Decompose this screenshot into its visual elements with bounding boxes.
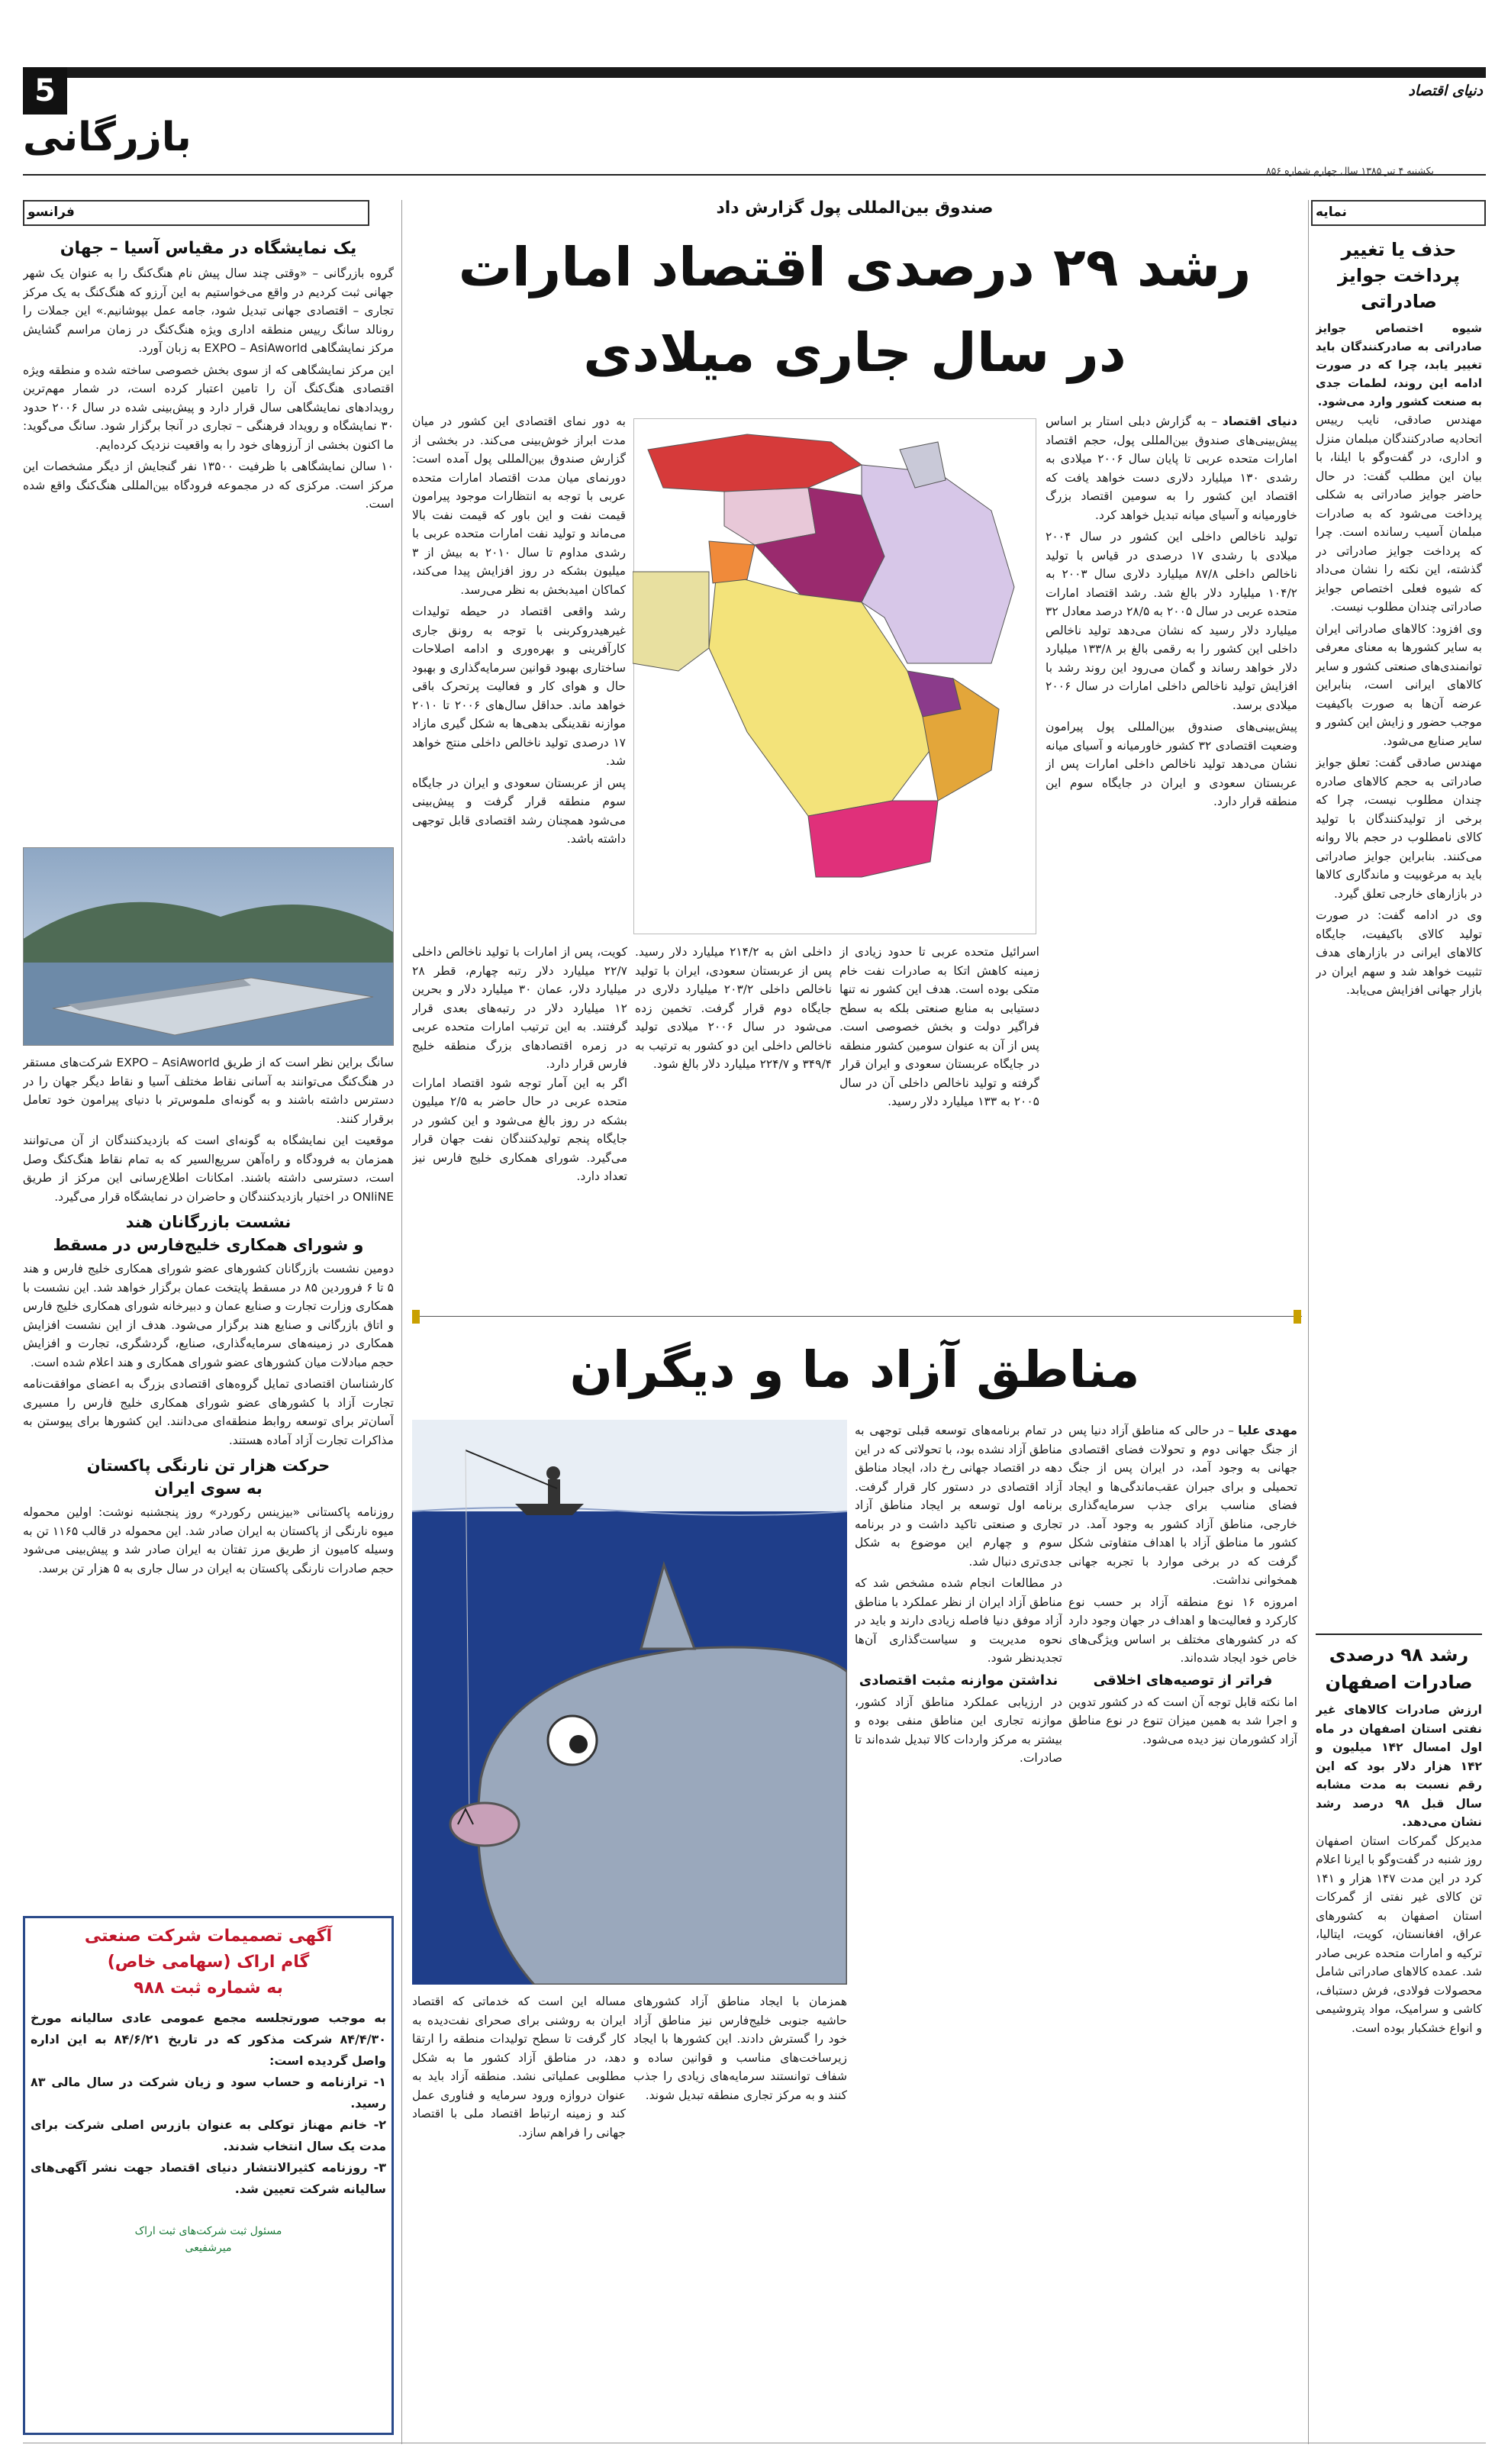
second-col1-p2: امروزه ۱۶ نوع منطقه آزاد بر حسب نوع کارکرد و فعالیت‌ها و اهداف در جهان وجود دارد که در کشورهای مختلف بر اساس ویژگی‌های خاص خود ایجاد شده‌اند. [1068, 1595, 1297, 1665]
main-title-2: در سال جاری میلادی [583, 321, 1126, 384]
second-col3-text: همزمان با ایجاد مناطق آزاد کشورهای حاشیه جنوبی خلیج‌فارس نیز مناطق آزاد خود را گسترش دادند. این کشورها با ایجاد زیرساخت‌های مناسب و قوانین ساده و شفاف توانستند سرمایه‌های زیادی را جذب کنند و به مرکز تجاری منطقه تبدیل شوند. [633, 1995, 847, 2102]
logo: دنیای اقتصاد [1408, 82, 1483, 99]
left-label: فرانسو [27, 205, 75, 220]
left-subtitle-4: به سوی ایران [154, 1479, 263, 1498]
fish-pupil [569, 1735, 588, 1753]
fisherman-head [546, 1466, 560, 1480]
left-column-top [23, 237, 394, 840]
second-col1-sub: فراتر از توصیه‌های اخلاقی [1093, 1672, 1273, 1688]
right-lead: شیوه اختصاص جوایز صادراتی به صادرکنندگان باید تغییر یابد، چرا که در صورت ادامه این روند، لطمات جدی به صنعت کشور وارد می‌شود. [1316, 321, 1482, 408]
second-col1-p1 [1068, 1421, 1297, 1590]
section-title: بازرگانی [23, 114, 192, 160]
main-lower-col2-text: داخلی اش به ۲۱۴/۲ میلیارد دلار رسید. پس از عربستان سعودی، ایران با تولید ناخالص داخلی ۲۰۳/۲ میلیارد دلاری در جایگاه دوم قرار گرفت. تخمین زده می‌شود در سال ۲۰۰۶ میلادی تولید ناخالص داخلی این دو کشور به ترتیب به ۳۴۹/۴ و ۲۲۴/۷ میلیارد دلار بالغ شود. [635, 945, 832, 1071]
second-col2-sub: نداشتن موازنه مثبت اقتصادی [859, 1672, 1058, 1688]
right-box-title-1: رشد ۹۸ درصدی [1329, 1644, 1469, 1666]
right-box [1316, 1641, 1482, 2435]
second-col-3 [633, 1992, 847, 2427]
right-box-lead: ارزش صادرات کالاهای غیر نفتی استان اصفهان در ماه اول امسال ۱۴۲ میلیون و ۱۴۲ هزار دلار بود که این رقم نسبت به مدت مشابه سال قبل ۹۸ درصد رشد نشان می‌دهد. [1316, 1703, 1482, 1829]
second-col2-p2: در مطالعات انجام شده مشخص شد که مناطق آزاد ایران از نظر عملکرد با مناطق آزاد موفق دنیا فاصله زیادی دارند و باید در نحوه مدیریت و سیاست‌گذاری آن‌ها تجدیدنظر شود. [855, 1576, 1062, 1665]
right-body-4: وی در ادامه گفت: در صورت تولید کالای باکیفیت، جایگاه کالاهای ایرانی در بازارهای هدف تثبیت خواهد شد و سهم ایران در بازار جهانی افزایش می‌یابد. [1316, 908, 1482, 997]
fish-svg [412, 1420, 847, 1985]
notice-content [31, 1924, 386, 2427]
second-col-4 [412, 1992, 626, 2427]
main-col1-p3: پیش‌بینی‌های صندوق بین‌المللی پول پیرامون وضعیت اقتصادی ۳۲ کشور خاورمیانه و آسیای میانه نشان می‌دهد تولید ناخالص داخلی امارات پس از عربستان سعودی و ایران در جایگاه سوم این منطقه قرار دارد. [1046, 720, 1297, 808]
left-subtitle-1: نشست بازرگانان هند [125, 1213, 292, 1231]
divider-marker-left [412, 1310, 420, 1324]
map-turkey [648, 434, 862, 492]
left-body-8: روزنامه پاکستانی «بیزینس رکوردر» روز پنجشنبه نوشت: اولین محموله میوه نارنگی از پاکستان به ایران صادر شد. این محموله در قالب ۱۱۶۵ تن به وسیله کامیون از طریق مرز تفتان به ایران صادر شد و پیش‌بینی می‌شود حجم صادرات نارنگی پاکستان به ایران در سال جاری به ۵ هزار تن برسد. [23, 1505, 394, 1575]
main-col2-p2: رشد واقعی اقتصاد در حیطه تولیدات غیرهیدروکربنی با توجه به رونق جاری کارآفرینی و بهره‌وری و ادامه اصلاحات ساختاری بهبود قوانین سرمایه‌گذاری و بهبود حال و هوای کار و فعالیت پرتحرک باقی خواهد ماند. حداقل سال‌های ۲۰۰۶ تا ۲۰۱۰ موازنه نقدینگی بدهی‌ها به شکل گیری مازاد ۱۷ درصدی تولید ناخالص داخلی منتج خواهد شد. [412, 605, 626, 768]
right-body-2: وی افزود: کالاهای صادراتی ایران به سایر کشورها به معنای معرفی توانمندی‌های صنعتی کشور و سایر کالاهای ایرانی است، بنابراین عرضه آن‌ها به صورت باکیفیت موجب حضور و زایش این کشور و سایر صنایع می‌شود. [1316, 621, 1482, 748]
left-title: یک نمایشگاه در مقیاس آسیا – جهان [60, 239, 357, 258]
left-body-5: موقعیت این نمایشگاه به گونه‌ای است که بازدیدکنندگان از آن می‌توانند همزمان به فرودگاه و راه‌آهن سریع‌السیر که به تمام نقاط هنگ‌کنگ وصل است، دسترسی داشته باشند. امکانات اطلاع‌رسانی این مرکز از طریق ONliNE در اختیار بازدیدکنندگان و حاضران در نمایشگاه قرار می‌گیرد. [23, 1134, 394, 1204]
right-body-3: مهندس صادقی گفت: تعلق جوایز صادراتی به حجم کالاهای صادره چندان مطلوب نیست، چرا که برخی از تولیدکنندگان با تولید کالای نامطلوب در حجم بالا روانه می‌کنند. بنابراین جوایز صادراتی باید به مرغوبیت و ماندگاری کالاها در بازارهای خارجی تعلق گیرد. [1316, 756, 1482, 901]
middle-east-map [633, 418, 1036, 934]
left-col-divider [401, 200, 402, 2444]
fish-mouth [450, 1803, 519, 1846]
map-svg [633, 419, 1036, 935]
second-col-1 [1068, 1421, 1297, 2429]
notice-signature-1: مسئول ثبت شرکت‌های ثبت اراک [134, 2225, 282, 2237]
fish-illustration [412, 1420, 847, 1985]
notice-item-3: ۳- روزنامه کثیرالانتشار دنیای اقتصاد جهت نشر آگهی‌های سالیانه شرکت تعیین شد. [31, 2160, 386, 2196]
article-divider [412, 1316, 1302, 1317]
right-box-body: مدیرکل گمرکات استان اصفهان روز شنبه در گفت‌وگو با ایرنا اعلام کرد در این مدت ۱۴۷ هزار و ۱۴۱ تن کالای غیر نفتی از گمرکات استان اصفهان به کشورهای عراق، افغانستان، کویت، ایتالیا، ترکیه و امارات متحده عربی صادر شد. عمده کالاهای صادراتی شامل محصولات فولادی، فرش دستباف، کاشی و سرامیک، مواد پتروشیمی و انواع خشکبار بوده است. [1316, 1833, 1482, 2035]
main-title-1: رشد ۲۹ درصدی اقتصاد امارات [458, 236, 1252, 298]
second-col-2 [855, 1421, 1062, 2429]
map-jordan [709, 541, 755, 583]
right-title-1: حذف یا تغییر [1341, 239, 1457, 260]
notice-title-2: گام اراک (سهامی خاص) [107, 1953, 310, 1972]
right-label: نمایه [1316, 205, 1347, 220]
left-body-6: دومین نشست بازرگانان کشورهای عضو شورای همکاری خلیج فارس و هند ۵ تا ۶ فروردین ۸۵ در مسقط پایتخت عمان برگزار خواهد شد. این نشست با همکاری وزارت تجارت و صنایع عمان و دبیرخانه شورای همکاری خلیج فارس و اتاق بازرگانی و صنایع هند برگزار می‌شود. هدف از این نشست افزایش همکاری در زمینه‌های سرمایه‌گذاری، صنایع، گردشگری، تجارت و افزایش حجم مبادلات میان کشورهای عضو شورای همکاری و هند اعلام شده است. [23, 1262, 394, 1369]
left-body-7: کارشناسان اقتصادی تمایل گروه‌های اقتصادی بزرگ به اعضای موافقت‌نامه تجارت آزاد با کشورهای عضو شورای همکاری خلیج فارس را مسیری آسان‌تر برای توسعه روابط منطقه‌ای می‌دانند. این کشورها برای پیوستن به مذاکرات تجارت آزاد آماده هستند. [23, 1377, 394, 1447]
main-lower-col4-text: اگر به این آمار توجه شود اقتصاد امارات متحده عربی در حال حاضر به ۲/۵ میلیون بشکه در روز بالغ می‌شود و این کشور در جایگاه پنجم تولیدکنندگان نفت جهان قرار می‌گیرد. شورای همکاری خلیج فارس نیز تعداد دارد. [412, 1076, 627, 1183]
left-column-bottom [23, 1053, 394, 1863]
main-col1-p1-text: به گزارش دبلی استار بر اساس پیش‌بینی‌های صندوق بین‌المللی پول، حجم اقتصاد امارات متحده عربی تا پایان سال ۲۰۰۶ میلادی به رشدی ۱۳۰ میلیارد دلاری دست خواهد یافت که اقتصاد این کشور را به سومین اقتصاد بزرگ خاورمیانه و آسیای میانه تبدیل خواهد کرد. [1046, 414, 1297, 522]
right-col-divider [1308, 200, 1309, 2444]
main-col-2 [412, 412, 626, 939]
page-number-box: 5 [23, 67, 67, 114]
fisherman-body [548, 1479, 560, 1504]
second-title: مناطق آزاد ما و دیگران [569, 1340, 1140, 1399]
notice-item-1: ۱- ترازنامه و حساب سود و زیان شرکت در سال مالی ۸۳ رسید. [31, 2075, 386, 2111]
left-body-1: گروه بازرگانی – «وقتی چند سال پیش نام هنگ‌کنگ را به عنوان یک شهر جهانی ثبت کردیم در واقع می‌خواستیم به این آرزو که هنگ‌کنگ به یک مرکز تجاری – اقتصادی جهانی تبدیل شود، جامه عمل بپوشانیم.» این جملات را رونالد سانگ رییس منطقه اداری ویژه هنگ‌کنگ در زمان مراسم گشایش مرکز نمایشگاهی EXPO – AsiAworld به زبان آورد. [23, 266, 394, 355]
left-body-4: سانگ براین نظر است که از طریق EXPO – AsiAworld شرکت‌های مستقر در هنگ‌کنگ می‌توانند به آسانی نقاط مختلف آسیا و نقاط دیگر جهان را در دسترس داشته باشند و به گونه‌ای ملموس‌تر با دنیای پیرامون خود تعامل برقرار کنند. [23, 1056, 394, 1126]
right-box-title-2: صادرات اصفهان [1325, 1672, 1473, 1693]
second-author: مهدی علیا [1238, 1424, 1297, 1437]
main-kicker: صندوق بین‌المللی پول گزارش داد [716, 198, 994, 218]
map-iran [862, 465, 1014, 663]
notice-item-2: ۲- خانم مهناز توکلی به عنوان بازرس اصلی شرکت برای مدت یک سال انتخاب شدند. [31, 2117, 386, 2153]
main-lead-label: دنیای اقتصاد [1222, 414, 1297, 428]
boat [515, 1504, 584, 1515]
main-lower-col-1 [839, 943, 1039, 1301]
notice-signature-2: میرشفیعی [185, 2242, 232, 2254]
notice-body: به موجب صورتجلسه مجمع عمومی عادی سالیانه مورخ ۸۴/۴/۳۰ شرکت مذکور که در تاریخ ۸۴/۶/۲۱ به این اداره واصل گردیده است: [31, 2011, 386, 2068]
main-lower-col3-text: کویت، پس از امارات با تولید ناخالص داخلی ۲۲/۷ میلیارد دلار رتبه چهارم، قطر ۲۸ میلیارد دلار، عمان ۳۰ میلیارد دلار و بحرین ۱۲ میلیارد دلار در رتبه‌های بعدی قرار گرفتند. به این ترتیب امارات متحده عربی در زمره اقتصادهای بزرگ منطقه خلیج فارس قرار دارد. [412, 945, 627, 1071]
main-col-1 [1046, 412, 1297, 1301]
left-body-3: ۱۰ سالن نمایشگاهی با ظرفیت ۱۳۵۰۰ نفر گنجایش از دیگر مشخصات این مرکز است. مرکزی که در مجموعه فرودگاه بین‌المللی هنگ‌کنگ واقع شده است. [23, 460, 394, 511]
notice-title-3: به شماره ثبت ۹۸۸ [134, 1979, 283, 1998]
right-body-1: مهندس صادقی، نایب رییس اتحادیه صادرکنندگان مبلمان منزل و اداری، در گفت‌وگو با ایلنا، با بیان این مطلب گفت: در حال حاضر جوایز صادراتی به شکلی پرداخت می‌شود که به صادرات مبلمان آسیب رسانده است. چرا که پرداخت جوایز صادراتی در گذشته، این نکته را نشان می‌داد که شیوه فعلی اختصاص جوایز صادراتی چندان مطلوب نیست. [1316, 413, 1482, 614]
left-subtitle-3: حرکت هزار تن نارنگی پاکستان [86, 1456, 330, 1475]
left-subtitle-2: و شورای همکاری خلیج‌فارس در مسقط [53, 1236, 364, 1254]
second-col2-p3: در ارزیابی عملکرد مناطق آزاد کشور، موازنه تجاری این مناطق منفی بوده و بیشتر به مرکز واردات کالا تبدیل شده‌اند تا صادرات. [855, 1695, 1062, 1765]
notice-signature [31, 2223, 386, 2256]
main-col1-p1: دنیای اقتصاد – به گزارش دبلی استار بر اساس پیش‌بینی‌های صندوق بین‌المللی پول، حجم اقتصاد امارات متحده عربی تا پایان سال ۲۰۰۶ میلادی به رشدی ۱۳۰ میلیارد دلاری دست خواهد یافت که اقتصاد این کشور را به سومین اقتصاد بزرگ خاورمیانه و آسیای میانه تبدیل خواهد کرد. [1046, 414, 1297, 522]
main-col2-p3: پس از عربستان سعودی و ایران در جایگاه سوم منطقه قرار گرفت و پیش‌بینی می‌شود همچنان رشد اقتصادی قابل توجهی داشته باشد. [412, 776, 626, 846]
main-lower-col1-text: اسرائیل متحده عربی تا حدود زیادی از زمینه کاهش اتکا به صادرات نفت خام متکی بوده است. هدف این کشور نه تنها دستیابی به منابع صنعتی بلکه به سطح فراگیر دولت و بخش خصوصی است. پس از آن به عنوان سومین کشور منطقه در جایگاه عربستان سعودی و ایران قرار گرفته و تولید ناخالص داخلی آن در سال ۲۰۰۵ به ۱۳۳ میلیارد دلار رسید. [839, 945, 1039, 1108]
right-box-rule [1316, 1634, 1482, 1635]
divider-marker-right [1294, 1310, 1301, 1324]
notice-title-1: آگهی تصمیمات شرکت صنعتی [84, 1927, 333, 1946]
main-col1-p2: تولید ناخالص داخلی این کشور در سال ۲۰۰۴ میلادی با رشدی ۱۷ درصدی در قیاس با تولید ناخالص داخلی ۸۷/۸ میلیارد دلاری سال ۲۰۰۳ به ۱۰۴/۲ میلیارد دلار بالغ شد. رشد اقتصاد امارات متحده عربی در سال ۲۰۰۵ به ۲۸/۵ درصد معادل ۳۲ میلیارد دلار رسید که نشان می‌دهد تولید ناخالص داخلی این کشور را به رقمی بالغ بر ۱۳۳/۸ میلیارد دلار خواهد رساند و گمان می‌رود این روند رشد با افزایش تولید ناخالص داخلی امارات در سال ۲۰۰۶ میلادی برسد. [1046, 530, 1297, 712]
second-col4-text: مساله این است که خدماتی که اقتصاد ایران به روشنی برای صحرای نفت‌دیده به کار گرفت تا سطح تولیدات منطقه را ارتقا دهد، در مناطق آزاد کشور ما به شکل مطلوبی عملیاتی نشد. منطقه آزاد باید به عنوان دروازه ورود سرمایه و فناوری عمل کند و زمینه ارتباط اقتصاد ملی با اقتصاد جهانی را فراهم سازد. [412, 1995, 626, 2140]
issue-info: یکشنبه ۴ تیر ۱۳۸۵ سال چهارم شماره ۸۵۶ [1265, 165, 1434, 176]
main-lower-col-2 [635, 943, 832, 1301]
left-body-2: این مرکز نمایشگاهی که از سوی بخش خصوصی ساخته شده و منطقه ویژه اقتصادی هنگ‌کنگ آن را تامین اعتبار کرده است، در شمار مهم‌ترین رویدادهای نمایشگاهی سال قرار دارد و پیش‌بینی شده در سال ۲۰۰۶ حدود ۳۰ نمایشگاه و رویداد فرهنگی – تجاری در آنجا برگزار شود. سانگ می‌گوید: ما اکنون بخشی از آرزوهای خود را به واقعیت نزدیک کرده‌ایم. [23, 363, 394, 452]
top-bar [61, 67, 1486, 78]
expo-photo [23, 847, 394, 1046]
second-col2-p1: در تمام برنامه‌های توسعه قبلی توجهی به مناطق آزاد نشده بود، با تحولاتی که در این دهه در اقتصاد جهانی رخ داد، ایجاد مناطق آزاد اقتصادی در دستور کار قرار گرفت. برنامه اول توسعه بر ایجاد مناطق آزاد تجاری و صنعتی تاکید داشت و در برنامه سوم و چهارم این موضوع به شکل جدی‌تری دنبال شد. [855, 1424, 1062, 1569]
map-egypt [633, 572, 709, 671]
map-yemen [808, 801, 938, 877]
main-col2-p1: به دور نمای اقتصادی این کشور در میان مدت ابراز خوش‌بینی می‌کند. در بخشی از گزارش صندوق بین‌المللی پول آمده است: دورنمای میان مدت اقتصاد امارات متحده عربی با توجه به انتظارات موجود پیرامون قیمت نفت و این باور که قیمت نفت بالا می‌ماند و تولید نفت امارات متحده عربی با رشدی مداوم تا سال ۲۰۱۰ به بیش از ۳ میلیون بشکه در روز افزایش پیدا می‌کند، کماکان امیدبخش به نظر می‌رسد. [412, 414, 626, 597]
right-title-2: پرداخت جوایز صادراتی [1337, 265, 1461, 312]
expo-svg [23, 848, 393, 1046]
main-lower-col-3 [412, 943, 627, 1301]
second-col1-p3: اما نکته قابل توجه آن است که در کشور تدوین و اجرا شد به همین میزان تنوع در نوع مناطق آزاد کشورمان نیز دیده می‌شود. [1068, 1695, 1297, 1746]
second-col1-text: – در حالی که مناطق آزاد دنیا پس از جنگ جهانی دوم و تحولات فضای اقتصادی جهانی به وجود آمد، در ایران پس از جنگ تحمیلی و برای جبران عقب‌ماندگی‌ها و ایجاد فضای مناسب برای جذب سرمایه‌گذاری خارجی، مناطق آزاد کشور به وجود آمد. در کشور ما مناطق آزاد با اهداف متفاوتی شکل گرفت که در برخی موارد با تجربه جهانی همخوانی نداشت. [1068, 1424, 1297, 1587]
